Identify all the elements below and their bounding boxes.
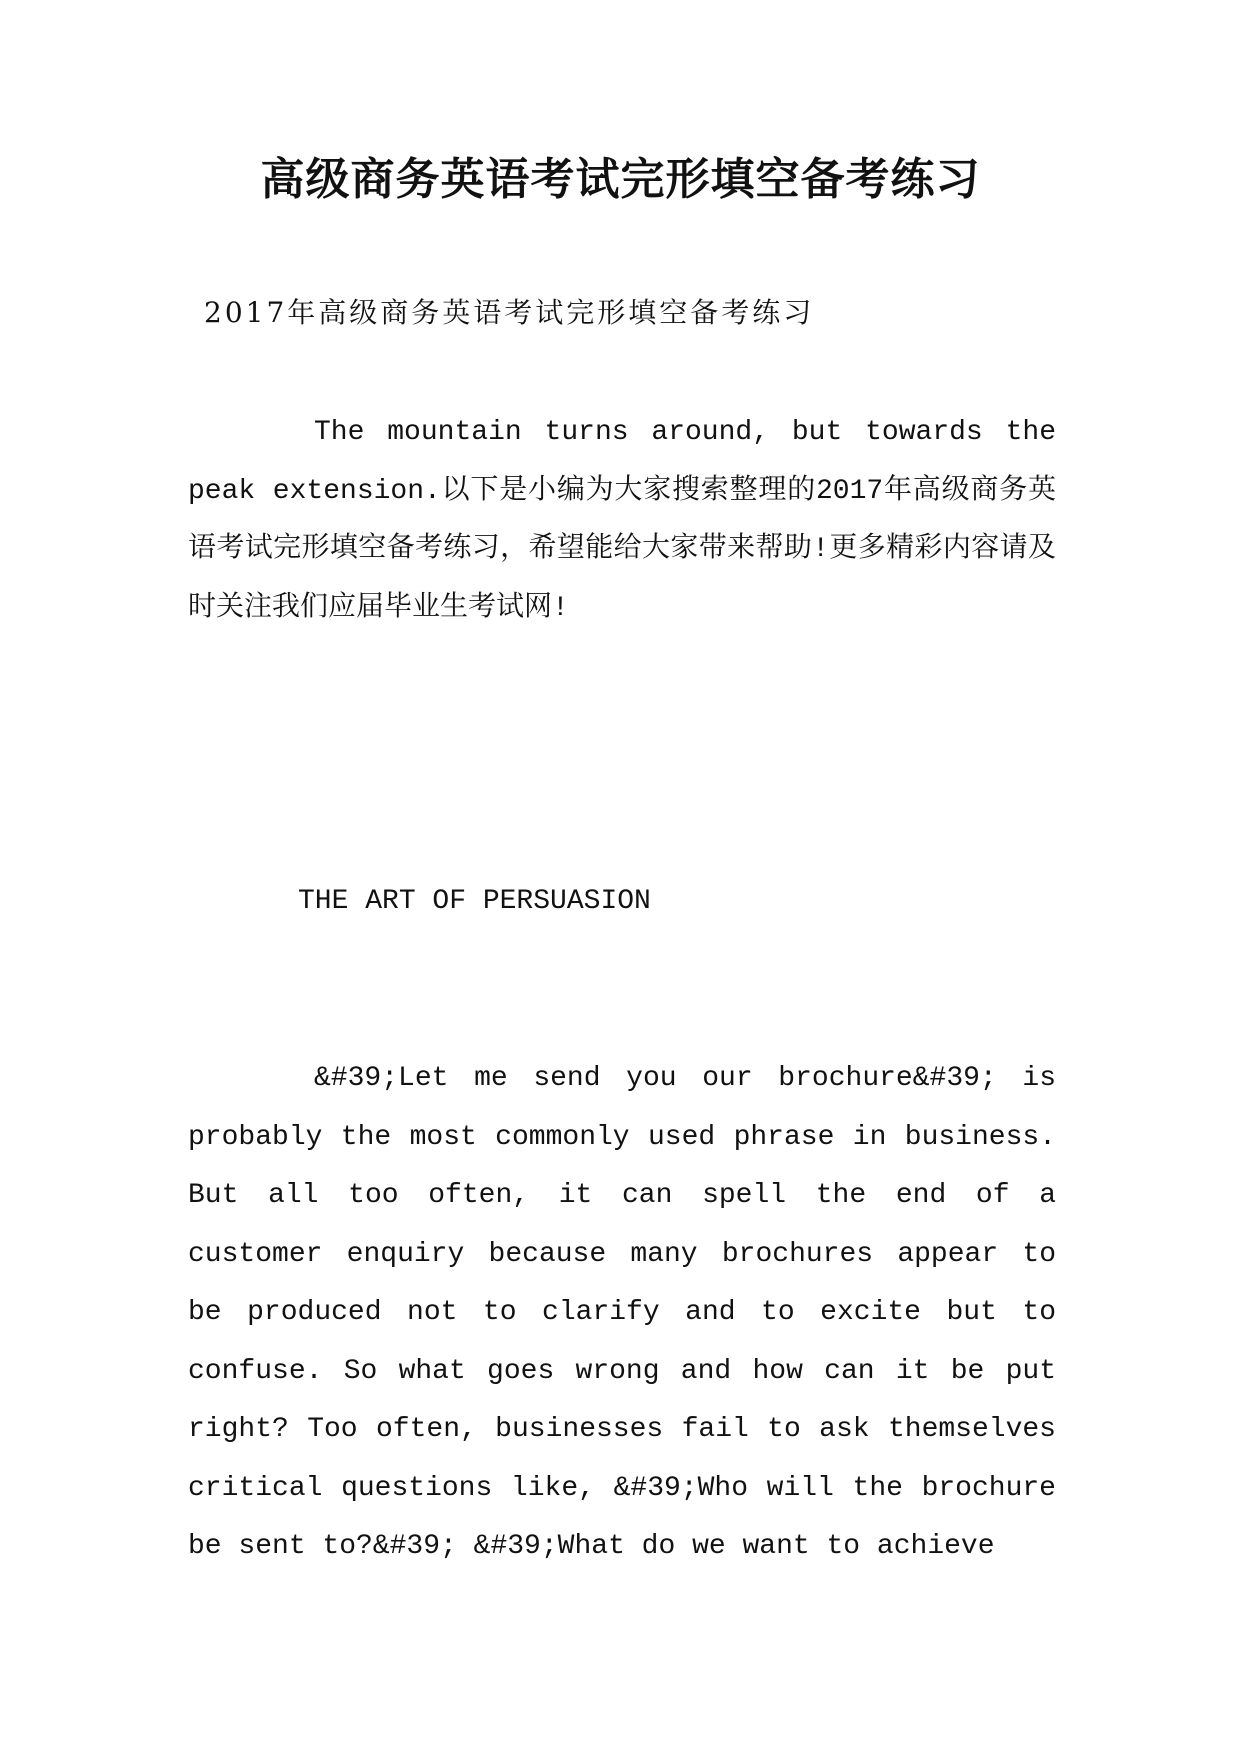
page-title: 高级商务英语考试完形填空备考练习 xyxy=(260,154,981,205)
body-paragraph: &#39;Let me send you our brochure&#39; is probably the most commonly used phrase in business. But all too often, it can spell the end of a customer enquiry because many brochures appear to be produced not to clarify and to excite but to confuse. So what goes wrong and how can it be put right? Too often, businesses fail to ask themselves critical questions like, &#39;Who will the brochure be sent to?&#39; &#39;What do we want to achieve xyxy=(188,1063,1056,1562)
intro-paragraph: The mountain turns around, but towards the peak extension.以下是小编为大家搜索整理的2017年高级商务英语考试完形填空备考练习，希望能给大家带来帮助!更多精彩内容请及时关注我们应届毕业生考试网! xyxy=(188,417,1056,624)
section-title: THE ART OF PERSUASION xyxy=(298,886,651,917)
subtitle: 2017年高级商务英语考试完形填空备考练习 xyxy=(204,296,815,329)
